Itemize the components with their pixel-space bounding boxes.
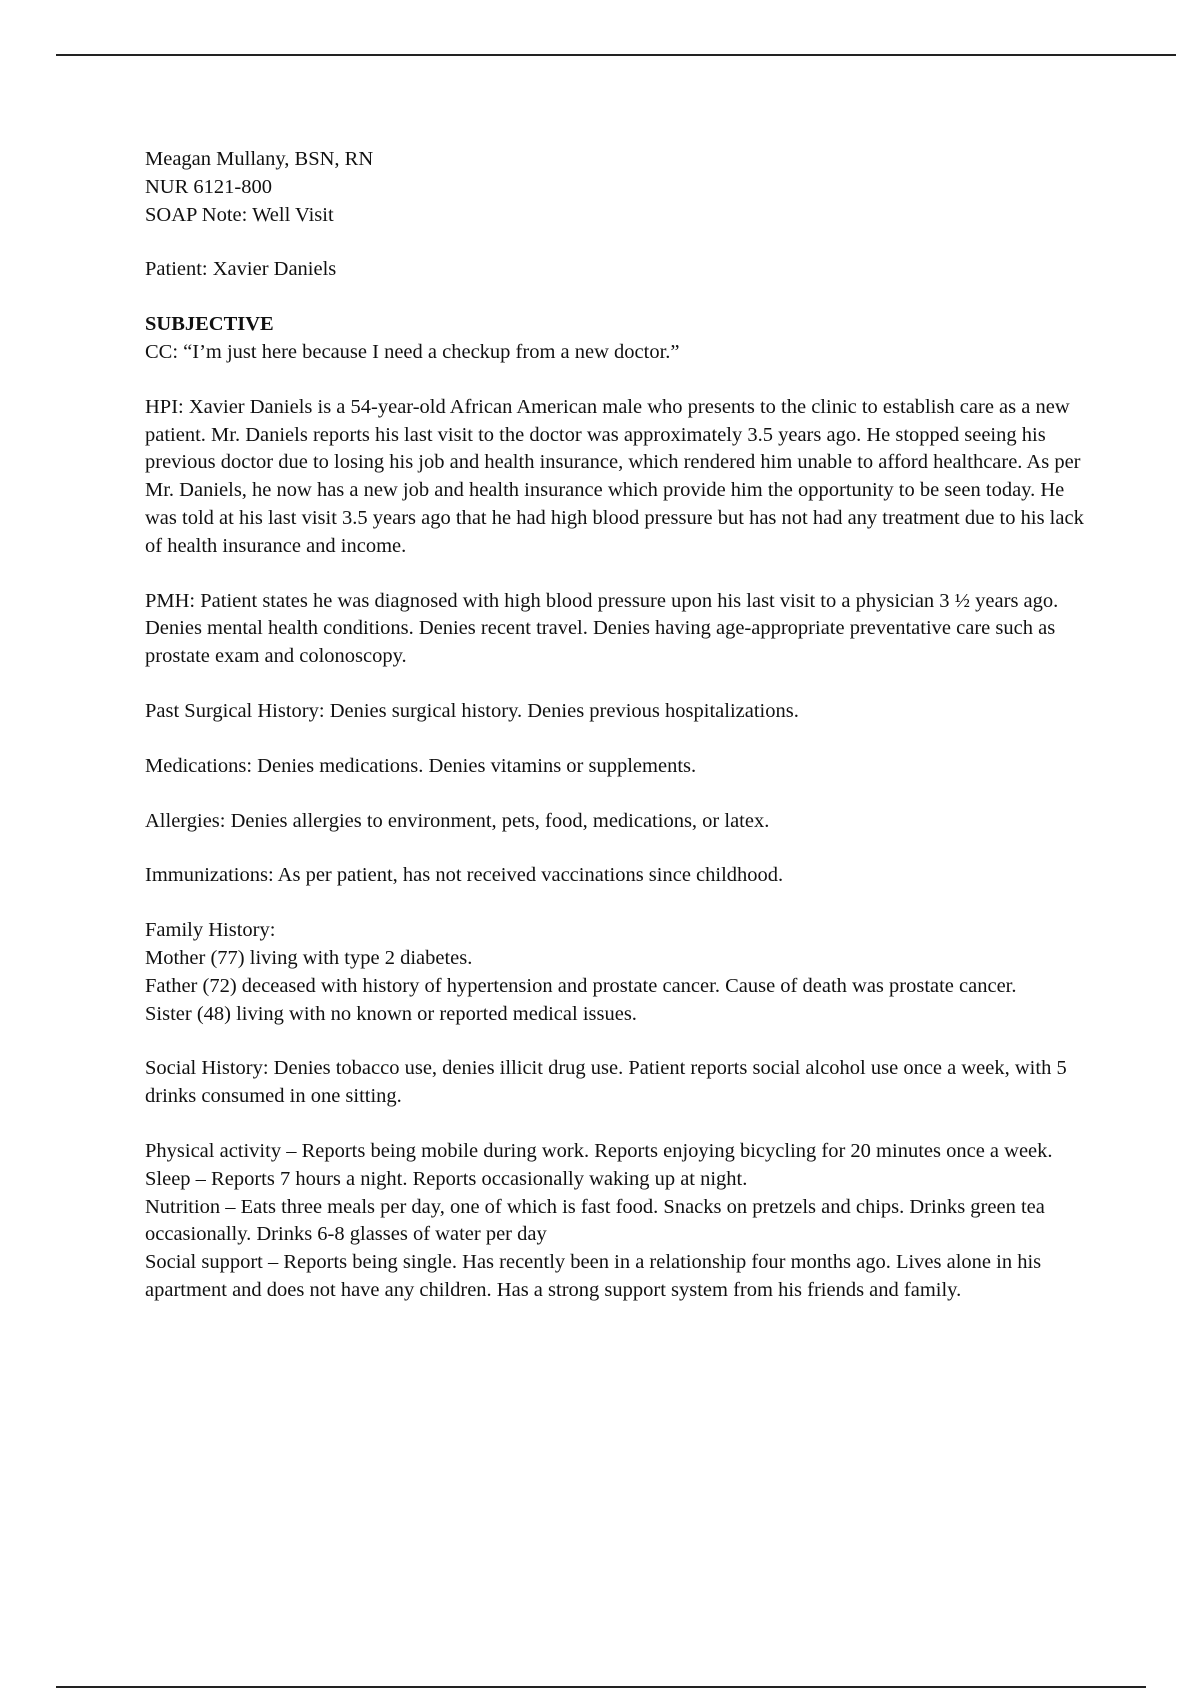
physical-activity: Physical activity – Reports being mobile during work. Reports enjoying bicycling for 20 minutes once a week.	[145, 1139, 1053, 1162]
top-rule	[56, 54, 1176, 56]
document-title: SOAP Note: Well Visit	[145, 203, 334, 226]
immunizations: Immunizations: As per patient, has not received vaccinations since childhood.	[145, 864, 784, 887]
pmh-paragraph: PMH: Patient states he was diagnosed with high blood pressure upon his last visit to a physician 3 ½ years ago. Denies mental health conditions. Denies recent travel. Denies having age-appropriate preventative care such as prostate exam and colonoscopy.	[145, 589, 1059, 668]
bottom-rule	[56, 1686, 1146, 1688]
patient-line: Patient: Xavier Daniels	[145, 258, 337, 281]
author-line: Meagan Mullany, BSN, RN	[145, 148, 374, 170]
lifestyle-block	[145, 1138, 1095, 1305]
allergies: Allergies: Denies allergies to environment, pets, food, medications, or latex.	[145, 809, 770, 832]
sleep: Sleep – Reports 7 hours a night. Reports occasionally waking up at night.	[145, 1167, 748, 1190]
subjective-heading: SUBJECTIVE	[145, 313, 274, 336]
family-mother: Mother (77) living with type 2 diabetes.	[145, 946, 473, 969]
surgical-history: Past Surgical History: Denies surgical history. Denies previous hospitalizations.	[145, 699, 799, 722]
chief-complaint: CC: “I’m just here because I need a checkup from a new doctor.”	[145, 340, 680, 363]
nutrition: Nutrition – Eats three meals per day, one of which is fast food. Snacks on pretzels and chips. Drinks green tea occasionally. Drinks 6-8 glasses of water per day	[145, 1195, 1045, 1246]
family-father: Father (72) deceased with history of hypertension and prostate cancer. Cause of death was prostate cancer.	[145, 974, 1017, 997]
social-history: Social History: Denies tobacco use, denies illicit drug use. Patient reports social alcohol use once a week, with 5 drinks consumed in one sitting.	[145, 1057, 1067, 1108]
social-support: Social support – Reports being single. Has recently been in a relationship four months ago. Lives alone in his apartment and does not have any children. Has a strong support system from his friends and family.	[145, 1251, 1042, 1301]
course-line: NUR 6121-800	[145, 175, 272, 198]
subjective-block	[145, 311, 1095, 367]
document-page	[145, 146, 1095, 1332]
header-block	[145, 146, 1095, 229]
family-history	[145, 917, 1095, 1028]
hpi-paragraph: HPI: Xavier Daniels is a 54-year-old African American male who presents to the clinic to establish care as a new patient. Mr. Daniels reports his last visit to the doctor was approximately 3.5 years ago. He stopped seeing his previous doctor due to losing his job and health insurance, which rendered him unable to afford healthcare. As per Mr. Daniels, he now has a new job and health insurance which provide him the opportunity to be seen today. He was told at his last visit 3.5 years ago that he had high blood pressure but has not had any treatment due to his lack of health insurance and income.	[145, 395, 1084, 557]
medications: Medications: Denies medications. Denies vitamins or supplements.	[145, 754, 697, 777]
family-sister: Sister (48) living with no known or reported medical issues.	[145, 1002, 637, 1025]
family-history-label: Family History:	[145, 919, 276, 942]
